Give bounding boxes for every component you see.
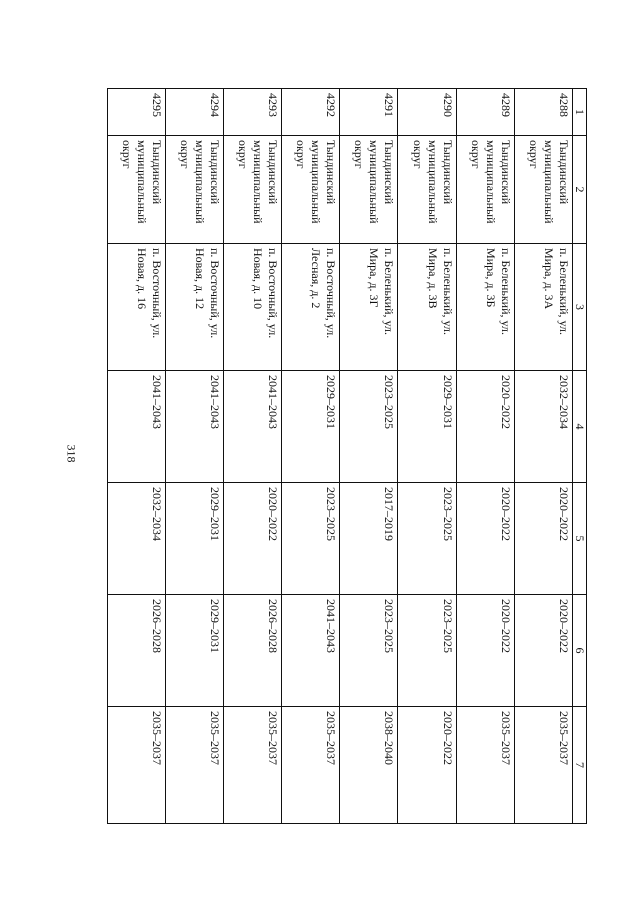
period-cell: 2029–2031 bbox=[166, 595, 224, 707]
period-cell: 2041–2043 bbox=[224, 371, 282, 483]
table-row bbox=[340, 89, 398, 824]
row-number-cell: 4288 bbox=[514, 89, 572, 136]
municipality-cell: Тындинский муниципальный округ bbox=[166, 136, 224, 244]
table-row bbox=[224, 89, 282, 824]
period-cell: 2020–2022 bbox=[456, 483, 514, 595]
period-cell: 2023–2025 bbox=[340, 595, 398, 707]
period-cell: 2020–2022 bbox=[224, 483, 282, 595]
register-table bbox=[107, 88, 587, 824]
municipality-cell: Тындинский муниципальный округ bbox=[224, 136, 282, 244]
header-cell: 1 bbox=[572, 89, 586, 136]
register-table-area bbox=[107, 88, 587, 823]
period-cell: 2032–2034 bbox=[514, 371, 572, 483]
period-cell: 2035–2037 bbox=[456, 707, 514, 824]
header-cell: 7 bbox=[572, 707, 586, 824]
period-cell: 2023–2025 bbox=[340, 371, 398, 483]
period-cell: 2029–2031 bbox=[166, 483, 224, 595]
period-cell: 2017–2019 bbox=[340, 483, 398, 595]
table-row bbox=[514, 89, 572, 824]
address-cell: п. Беленький, ул. Мира, д. 3А bbox=[514, 244, 572, 371]
period-cell: 2035–2037 bbox=[282, 707, 340, 824]
period-cell: 2023–2025 bbox=[398, 483, 456, 595]
address-cell: п. Восточный, ул. Лесная, д. 2 bbox=[282, 244, 340, 371]
period-cell: 2020–2022 bbox=[514, 595, 572, 707]
address-cell: п. Беленький, ул. Мира, д. 3Б bbox=[456, 244, 514, 371]
period-cell: 2023–2025 bbox=[282, 483, 340, 595]
row-number-cell: 4291 bbox=[340, 89, 398, 136]
row-number-cell: 4289 bbox=[456, 89, 514, 136]
period-cell: 2020–2022 bbox=[456, 371, 514, 483]
period-cell: 2026–2028 bbox=[224, 595, 282, 707]
municipality-cell: Тындинский муниципальный округ bbox=[514, 136, 572, 244]
address-cell: п. Восточный, ул. Новая, д. 10 bbox=[224, 244, 282, 371]
municipality-cell: Тындинский муниципальный округ bbox=[456, 136, 514, 244]
page-number-text: 318 bbox=[64, 444, 79, 462]
header-cell: 6 bbox=[572, 595, 586, 707]
period-cell: 2020–2022 bbox=[514, 483, 572, 595]
period-cell: 2038–2040 bbox=[340, 707, 398, 824]
period-cell: 2023–2025 bbox=[398, 595, 456, 707]
header-cell: 5 bbox=[572, 483, 586, 595]
period-cell: 2029–2031 bbox=[398, 371, 456, 483]
address-cell: п. Беленький, ул. Мира, д. 3Г bbox=[340, 244, 398, 371]
period-cell: 2035–2037 bbox=[166, 707, 224, 824]
period-cell: 2032–2034 bbox=[108, 483, 166, 595]
row-number-cell: 4293 bbox=[224, 89, 282, 136]
municipality-cell: Тындинский муниципальный округ bbox=[398, 136, 456, 244]
period-cell: 2026–2028 bbox=[108, 595, 166, 707]
table-row bbox=[456, 89, 514, 824]
municipality-cell: Тындинский муниципальный округ bbox=[108, 136, 166, 244]
municipality-cell: Тындинский муниципальный округ bbox=[340, 136, 398, 244]
table-row bbox=[282, 89, 340, 824]
municipality-cell: Тындинский муниципальный округ bbox=[282, 136, 340, 244]
row-number-cell: 4294 bbox=[166, 89, 224, 136]
register-table-rotated bbox=[107, 88, 587, 823]
period-cell: 2020–2022 bbox=[398, 707, 456, 824]
table-row bbox=[108, 89, 166, 824]
header-cell: 4 bbox=[572, 371, 586, 483]
header-cell: 2 bbox=[572, 136, 586, 244]
period-cell: 2035–2037 bbox=[224, 707, 282, 824]
row-number-cell: 4292 bbox=[282, 89, 340, 136]
address-cell: п. Беленький, ул. Мира, д. 3В bbox=[398, 244, 456, 371]
period-cell: 2029–2031 bbox=[282, 371, 340, 483]
row-number-cell: 4295 bbox=[108, 89, 166, 136]
period-cell: 2041–2043 bbox=[282, 595, 340, 707]
header-row bbox=[572, 89, 586, 824]
period-cell: 2020–2022 bbox=[456, 595, 514, 707]
period-cell: 2041–2043 bbox=[108, 371, 166, 483]
table-row bbox=[166, 89, 224, 824]
period-cell: 2035–2037 bbox=[108, 707, 166, 824]
address-cell: п. Восточный, ул. Новая, д. 16 bbox=[108, 244, 166, 371]
period-cell: 2041–2043 bbox=[166, 371, 224, 483]
table-row bbox=[398, 89, 456, 824]
address-cell: п. Восточный, ул. Новая, д. 12 bbox=[166, 244, 224, 371]
row-number-cell: 4290 bbox=[398, 89, 456, 136]
header-cell: 3 bbox=[572, 244, 586, 371]
page-number bbox=[59, 444, 83, 462]
period-cell: 2035–2037 bbox=[514, 707, 572, 824]
